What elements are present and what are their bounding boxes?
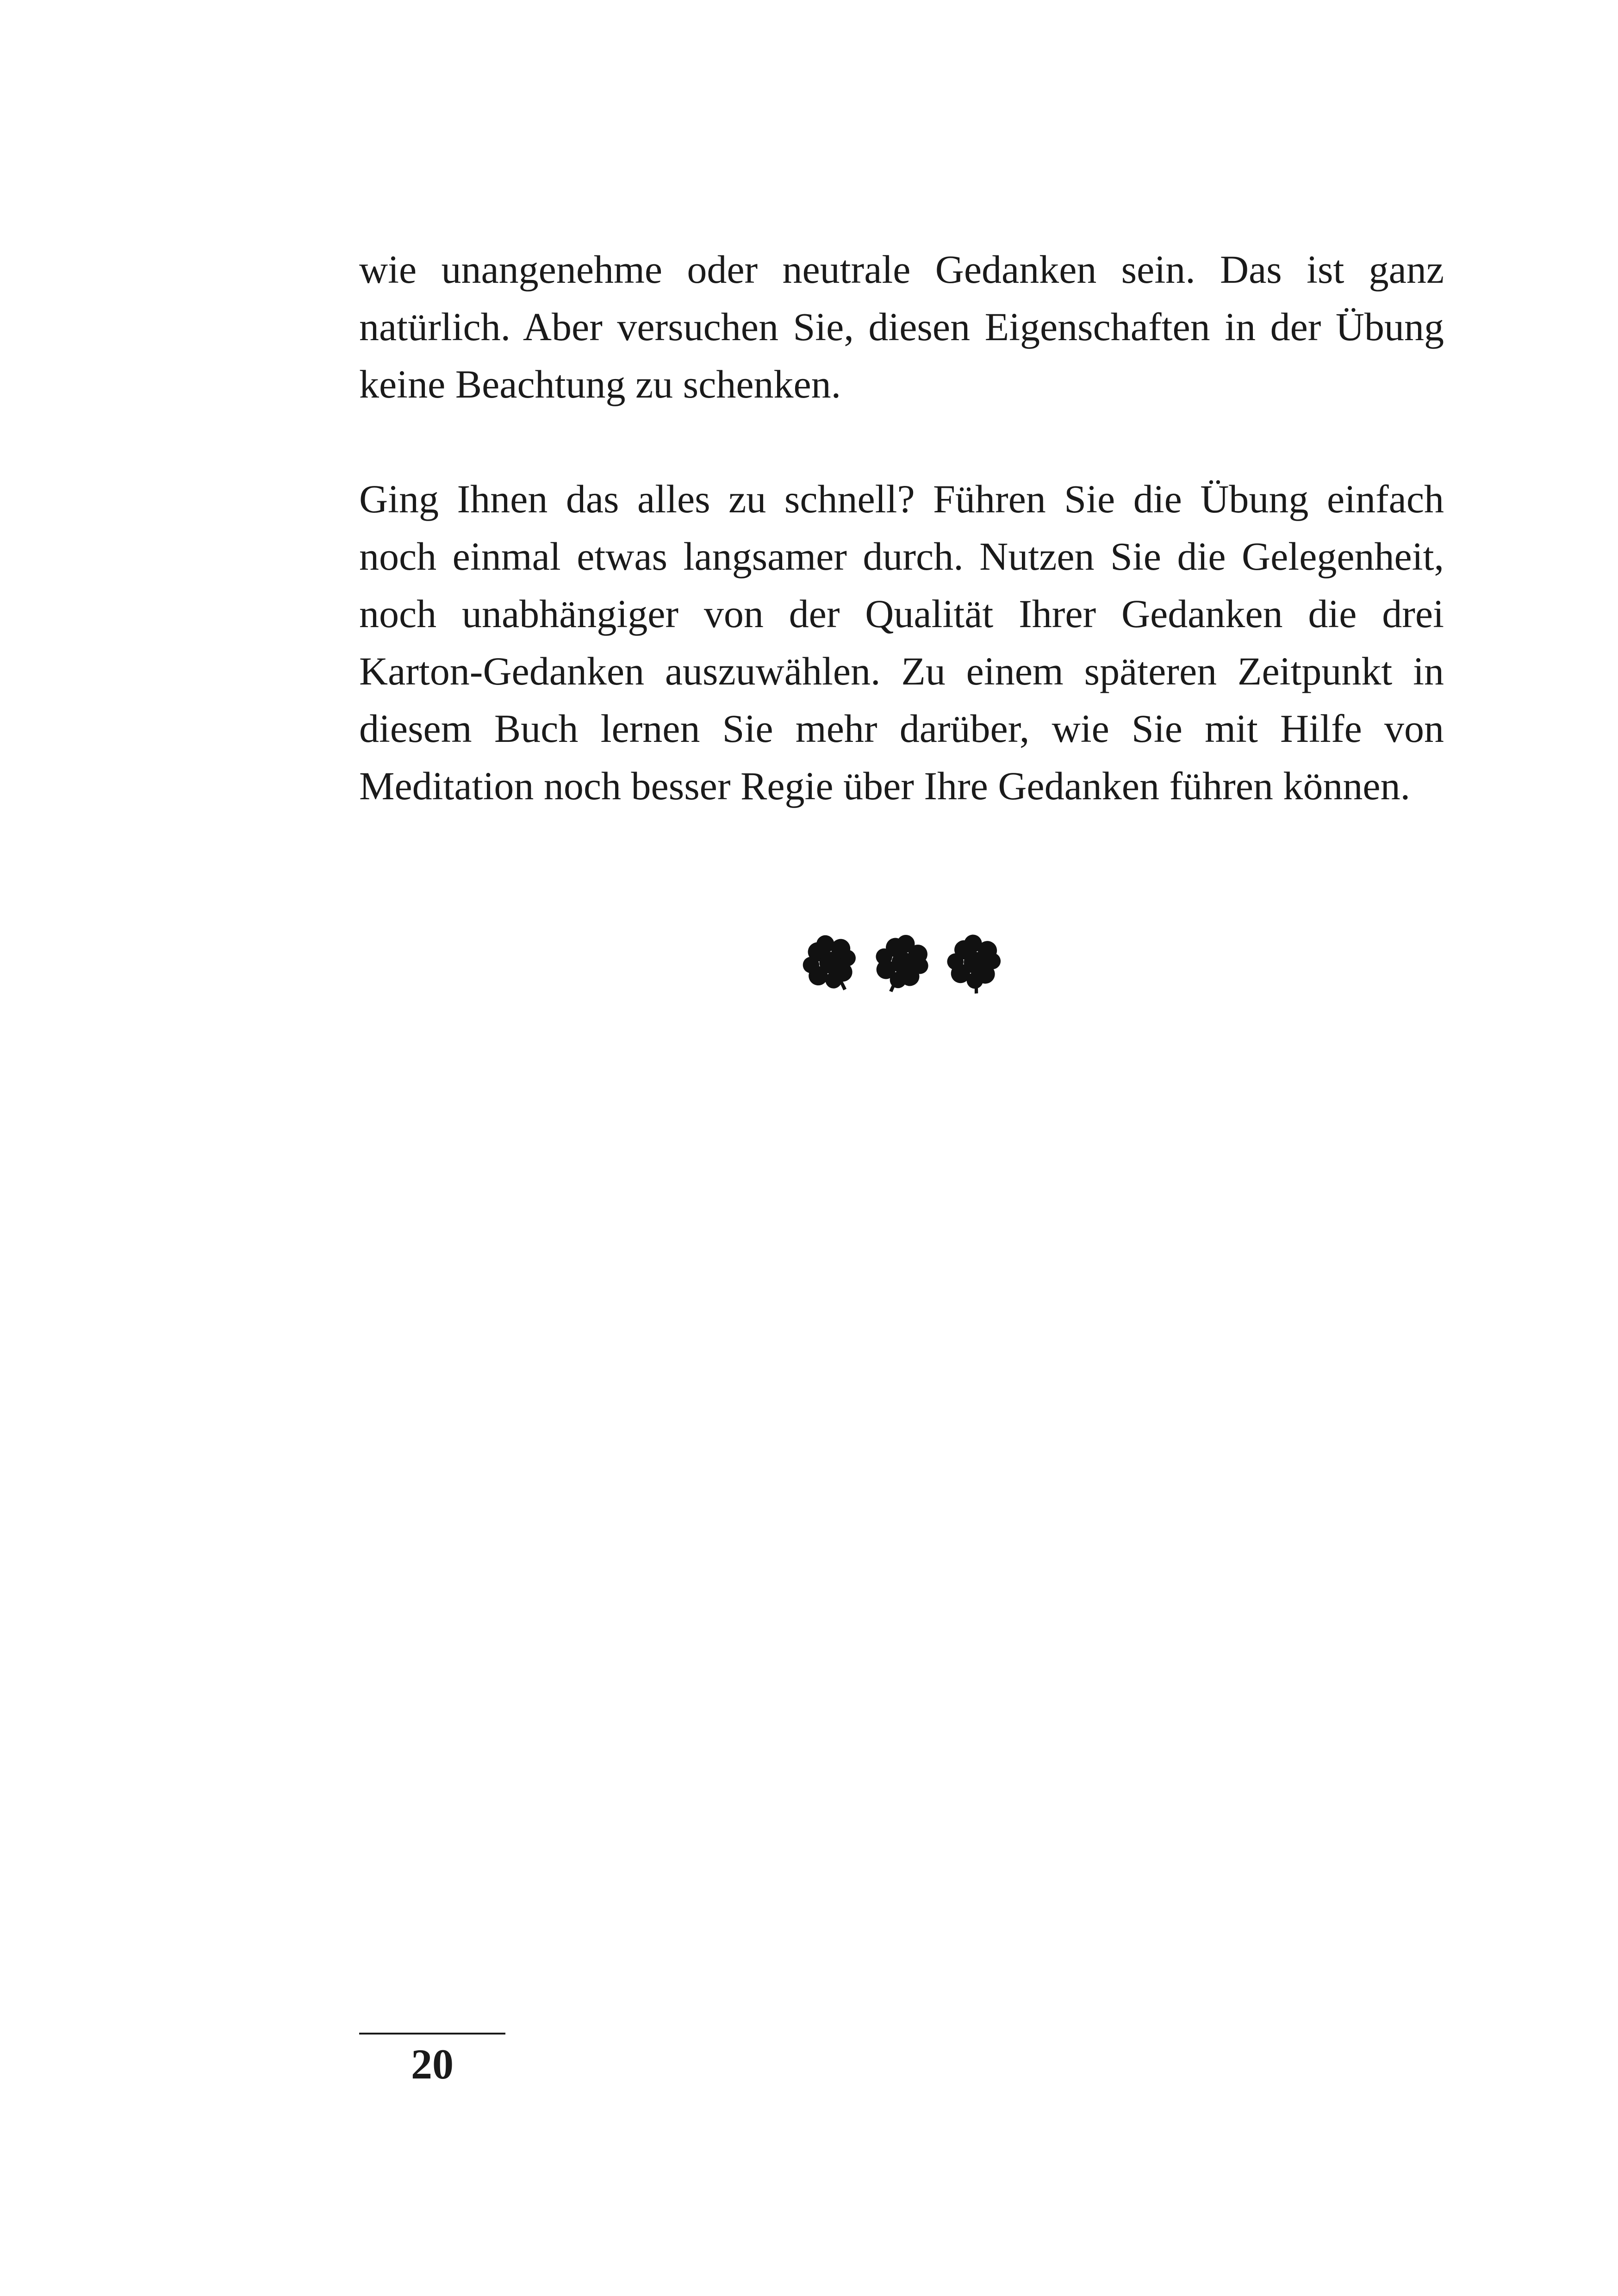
body-text [359,241,1444,815]
page-number: 20 [411,2041,454,2088]
clover-icon [940,928,1009,997]
section-ornament [796,926,1009,1000]
clover-icon [868,928,937,997]
paragraph-1: wie unangenehme oder neutrale Gedanken sein. Das ist ganz natürlich. Aber versuchen Sie, diesen Eigenschaften in der Übung keine Beachtung zu schenken. [359,247,1444,406]
page-number-rule [359,2033,505,2035]
paragraph-2: Ging Ihnen das alles zu schnell? Führen Sie die Übung einfach noch einmal etwas langsamer durch. Nutzen Sie die Gelegenheit, noch unabhängiger von der Qualität Ihrer Gedanken die drei Karton-Gedanken auszuwählen. Zu einem späteren Zeitpunkt in diesem Buch lernen Sie mehr darüber, wie Sie mit Hilfe von Meditation noch besser Regie über Ihre Gedanken führen können. [359,477,1444,808]
clover-icon [796,928,865,997]
